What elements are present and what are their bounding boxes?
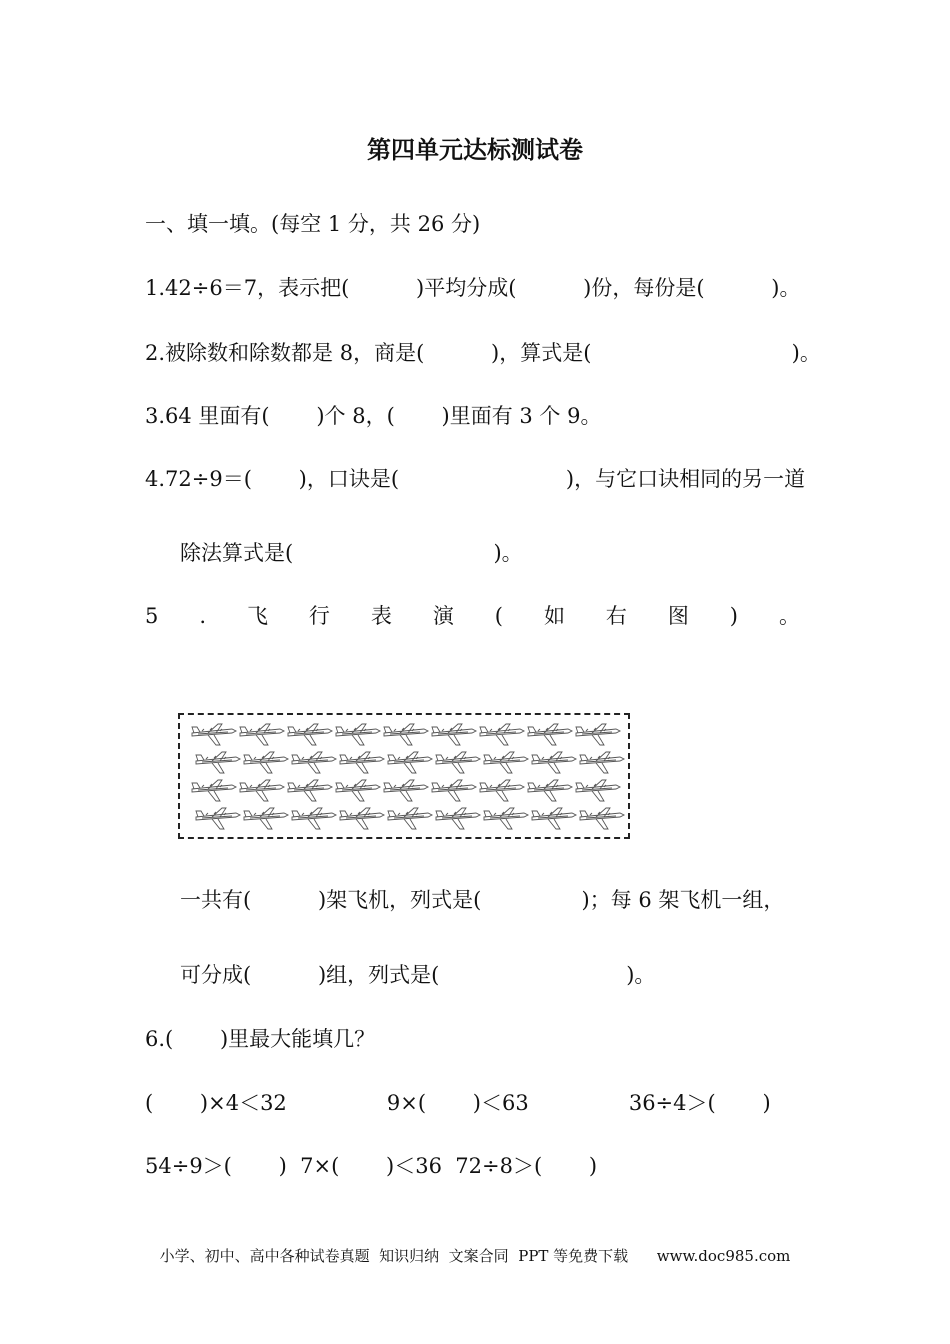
airplane-icon bbox=[244, 808, 288, 829]
question-5-heading bbox=[145, 602, 800, 630]
section-heading: 一、填一填。(每空 1 分，共 26 分) bbox=[145, 212, 481, 236]
airplane-icon bbox=[528, 724, 572, 745]
question-2: 2.被除数和除数都是 8，商是( )，算式是( )。 bbox=[145, 341, 821, 365]
q5-char: ) bbox=[729, 604, 738, 628]
airplane-icon bbox=[532, 808, 576, 829]
page-footer: 小学、初中、高中各种试卷真题 知识归纳 文案合同 PPT 等免费下载 www.doc985.com bbox=[159, 1247, 791, 1265]
airplane-icon bbox=[580, 808, 624, 829]
airplane-icon bbox=[532, 752, 576, 773]
airplane-icon bbox=[292, 808, 336, 829]
question-3: 3.64 里面有( )个 8，( )里面有 3 个 9。 bbox=[145, 404, 602, 428]
airplane-icon bbox=[384, 780, 428, 801]
airplane-icon bbox=[576, 780, 620, 801]
question-6-row-1: ( )×4＜32 9×( )＜63 36÷4＞( ) bbox=[145, 1091, 771, 1115]
airplane-icon bbox=[240, 780, 284, 801]
q5-char: 5 bbox=[145, 604, 159, 628]
q5-char: 。 bbox=[778, 604, 800, 628]
question-6-row-2: 54÷9＞( ) 7×( )＜36 72÷8＞( ) bbox=[145, 1154, 598, 1178]
airplane-icon bbox=[288, 780, 332, 801]
airplane-icon bbox=[436, 808, 480, 829]
q5-char: 图 bbox=[667, 604, 689, 628]
airplane-icon bbox=[384, 724, 428, 745]
airplane-icon bbox=[580, 752, 624, 773]
airplane-icon bbox=[336, 780, 380, 801]
airplane-icon bbox=[484, 808, 528, 829]
question-4-line-1: 4.72÷9＝( )，口诀是( )，与它口诀相同的另一道 bbox=[145, 467, 806, 491]
airplane-icon bbox=[340, 808, 384, 829]
airplane-icon bbox=[436, 752, 480, 773]
airplane-icon bbox=[340, 752, 384, 773]
airplane-icon bbox=[432, 780, 476, 801]
airplane-icon bbox=[196, 752, 240, 773]
airplane-icon bbox=[196, 808, 240, 829]
airplane-icon bbox=[192, 724, 236, 745]
question-6: 6.( )里最大能填几？ bbox=[145, 1027, 376, 1051]
airplane-icon bbox=[484, 752, 528, 773]
q5-char: . bbox=[199, 604, 207, 628]
airplane-icon bbox=[388, 808, 432, 829]
airplane-icon bbox=[292, 752, 336, 773]
airplane-grid-icon bbox=[180, 715, 628, 837]
q5-char: 右 bbox=[605, 604, 627, 628]
question-1: 1.42÷6＝7，表示把( )平均分成( )份，每份是( )。 bbox=[145, 276, 801, 300]
airplane-icon bbox=[288, 724, 332, 745]
page-title: 第四单元达标测试卷 bbox=[367, 136, 583, 164]
question-5-line-1: 一共有( )架飞机，列式是( )；每 6 架飞机一组， bbox=[180, 888, 785, 912]
question-5-line-2: 可分成( )组，列式是( )。 bbox=[180, 963, 656, 987]
airplane-icon bbox=[336, 724, 380, 745]
q5-char: 表 bbox=[370, 604, 392, 628]
airplane-icon bbox=[244, 752, 288, 773]
airplane-icon bbox=[192, 780, 236, 801]
q5-char: 行 bbox=[308, 604, 330, 628]
airplane-icon bbox=[240, 724, 284, 745]
q5-char: ( bbox=[494, 604, 503, 628]
airplane-icon bbox=[528, 780, 572, 801]
airplane-icon bbox=[576, 724, 620, 745]
airplane-icon bbox=[480, 724, 524, 745]
question-4-line-2: 除法算式是( )。 bbox=[180, 541, 523, 565]
airplane-icon bbox=[388, 752, 432, 773]
q5-char: 飞 bbox=[246, 604, 268, 628]
airplane-formation-image bbox=[178, 713, 630, 839]
airplane-icon bbox=[480, 780, 524, 801]
q5-char: 如 bbox=[543, 604, 565, 628]
q5-char: 演 bbox=[432, 604, 454, 628]
airplane-icon bbox=[432, 724, 476, 745]
